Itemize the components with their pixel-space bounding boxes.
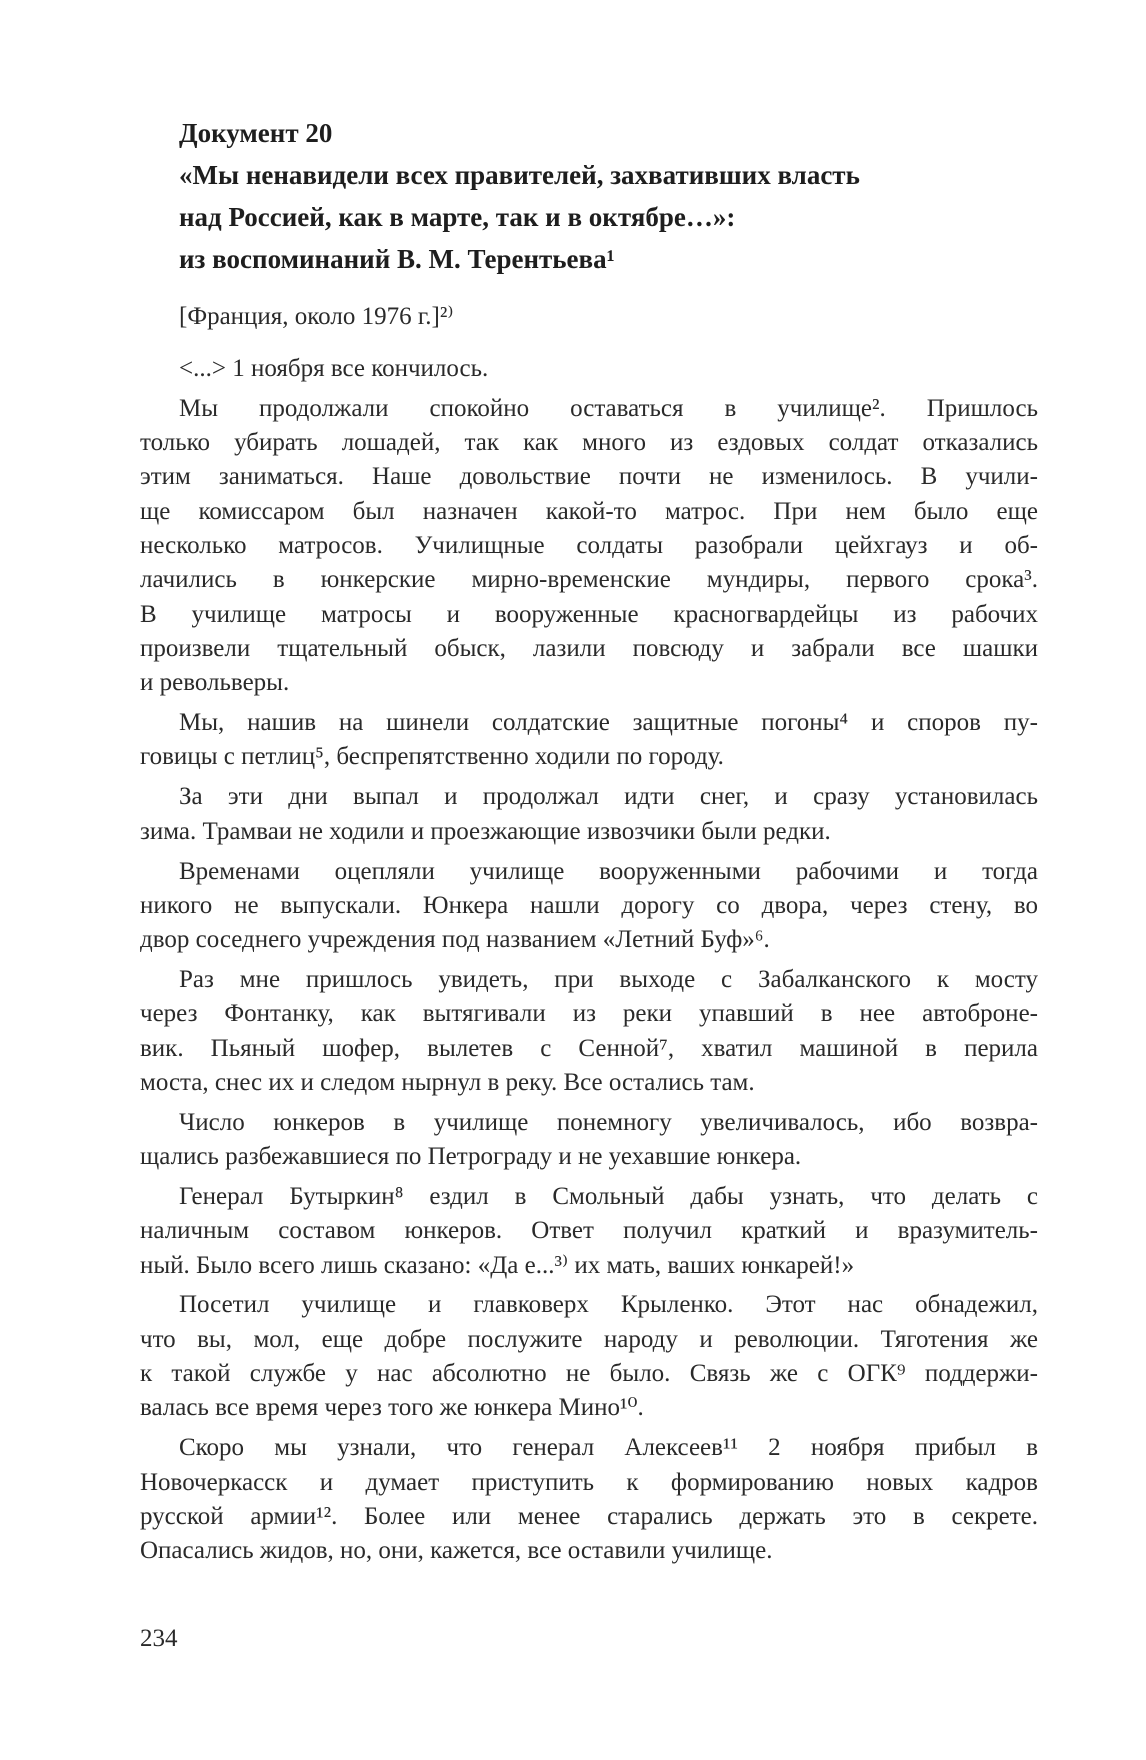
text-line: и револьверы. <box>140 669 290 697</box>
text-line: к такой службе у нас абсолютно не было. Связь же с ОГК⁹ поддержи- <box>140 1360 1038 1388</box>
text-line: Новочеркасск и думает приступить к формированию новых кадров <box>140 1468 1038 1496</box>
text-line: этим заниматься. Наше довольствие почти не изменилось. В учили- <box>140 463 1038 491</box>
document-number: Документ 20 <box>179 118 333 148</box>
text-line: ще комиссаром был назначен какой-то матрос. При нем было еще <box>140 497 1038 525</box>
paragraph <box>140 392 1038 701</box>
text-line: вик. Пьяный шофер, вылетев с Сенной⁷, хватил машиной в перила <box>140 1034 1038 1062</box>
paragraph <box>140 1180 1038 1283</box>
text-line: несколько матросов. Училищные солдаты разобрали цейхгауз и об- <box>140 532 1038 560</box>
paragraph <box>140 1106 1038 1175</box>
paragraph <box>140 1431 1038 1568</box>
text-line: Временами оцепляли училище вооруженными рабочими и тогда <box>179 857 1038 885</box>
document-title-line: над Россией, как в марте, так и в октябре…»: <box>179 202 736 232</box>
text-line: наличным составом юнкеров. Ответ получил краткий и вразумитель- <box>140 1217 1038 1245</box>
text-line: щались разбежавшиеся по Петрограду и не уехавшие юнкера. <box>140 1143 802 1171</box>
paragraph <box>140 963 1038 1100</box>
text-line: Скоро мы узнали, что генерал Алексеев¹¹ 2 ноября прибыл в <box>179 1434 1038 1462</box>
text-line: Посетил училище и главковерх Крыленко. Этот нас обнадежил, <box>179 1291 1038 1319</box>
text-line: что вы, мол, еще добре послужите народу и революции. Тяготения же <box>140 1325 1038 1353</box>
body-text <box>140 352 1038 1568</box>
text-line: произвели тщательный обыск, лазили повсюду и забрали все шашки <box>140 634 1038 662</box>
page-number: 234 <box>140 1625 178 1652</box>
text-line: Мы, нашив на шинели солдатские защитные погоны⁴ и споров пу- <box>179 709 1038 737</box>
paragraph <box>140 780 1038 849</box>
text-line: через Фонтанку, как вытягивали из реки упавший в нее автоброне- <box>140 1000 1038 1028</box>
text-line: двор соседнего учреждения под названием «Летний Буф»⁶. <box>140 926 770 954</box>
text-line: Раз мне пришлось увидеть, при выходе с Забалканского к мосту <box>179 966 1038 994</box>
paragraph <box>140 1288 1038 1425</box>
text-line: только убирать лошадей, так как много из ездовых солдат отказались <box>140 429 1038 457</box>
document-title-line: из воспоминаний В. М. Терентьева¹ <box>179 244 615 274</box>
paragraph <box>140 352 1038 386</box>
text-line: лачились в юнкерские мирно-временские мундиры, первого срока³. <box>140 566 1038 594</box>
text-line: Генерал Бутыркин⁸ ездил в Смольный дабы узнать, что делать с <box>179 1182 1038 1210</box>
text-line: моста, снес их и следом нырнул в реку. Все остались там. <box>140 1068 755 1096</box>
dateline: [Франция, около 1976 г.]²⁾ <box>179 303 454 330</box>
text-line: В училище матросы и вооруженные красногвардейцы из рабочих <box>140 600 1038 628</box>
document-heading <box>179 112 1059 280</box>
text-line: ный. Было всего лишь сказано: «Да е...³⁾ их мать, ваших юнкарей!» <box>140 1251 855 1279</box>
text-line: Мы продолжали спокойно оставаться в училище². Пришлось <box>179 394 1038 422</box>
text-line: зима. Трамваи не ходили и проезжающие извозчики были редки. <box>140 817 831 845</box>
paragraph <box>140 855 1038 958</box>
document-title-line: «Мы ненавидели всех правителей, захвативших власть <box>179 160 860 190</box>
text-line: Число юнкеров в училище понемногу увеличивалось, ибо возвра- <box>179 1108 1038 1136</box>
text-line: За эти дни выпал и продолжал идти снег, и сразу установилась <box>179 783 1038 811</box>
text-line: Опасались жидов, но, они, кажется, все оставили училище. <box>140 1537 773 1565</box>
text-line: говицы с петлиц⁵, беспрепятственно ходили по городу. <box>140 743 724 771</box>
text-line: <...> 1 ноября все кончилось. <box>179 355 489 382</box>
paragraph <box>140 706 1038 775</box>
text-line: русской армии¹². Более или менее старались держать это в секрете. <box>140 1502 1038 1530</box>
text-line: валась все время через того же юнкера Мино¹⁰. <box>140 1394 644 1422</box>
text-line: никого не выпускали. Юнкера нашли дорогу со двора, через стену, во <box>140 891 1038 919</box>
